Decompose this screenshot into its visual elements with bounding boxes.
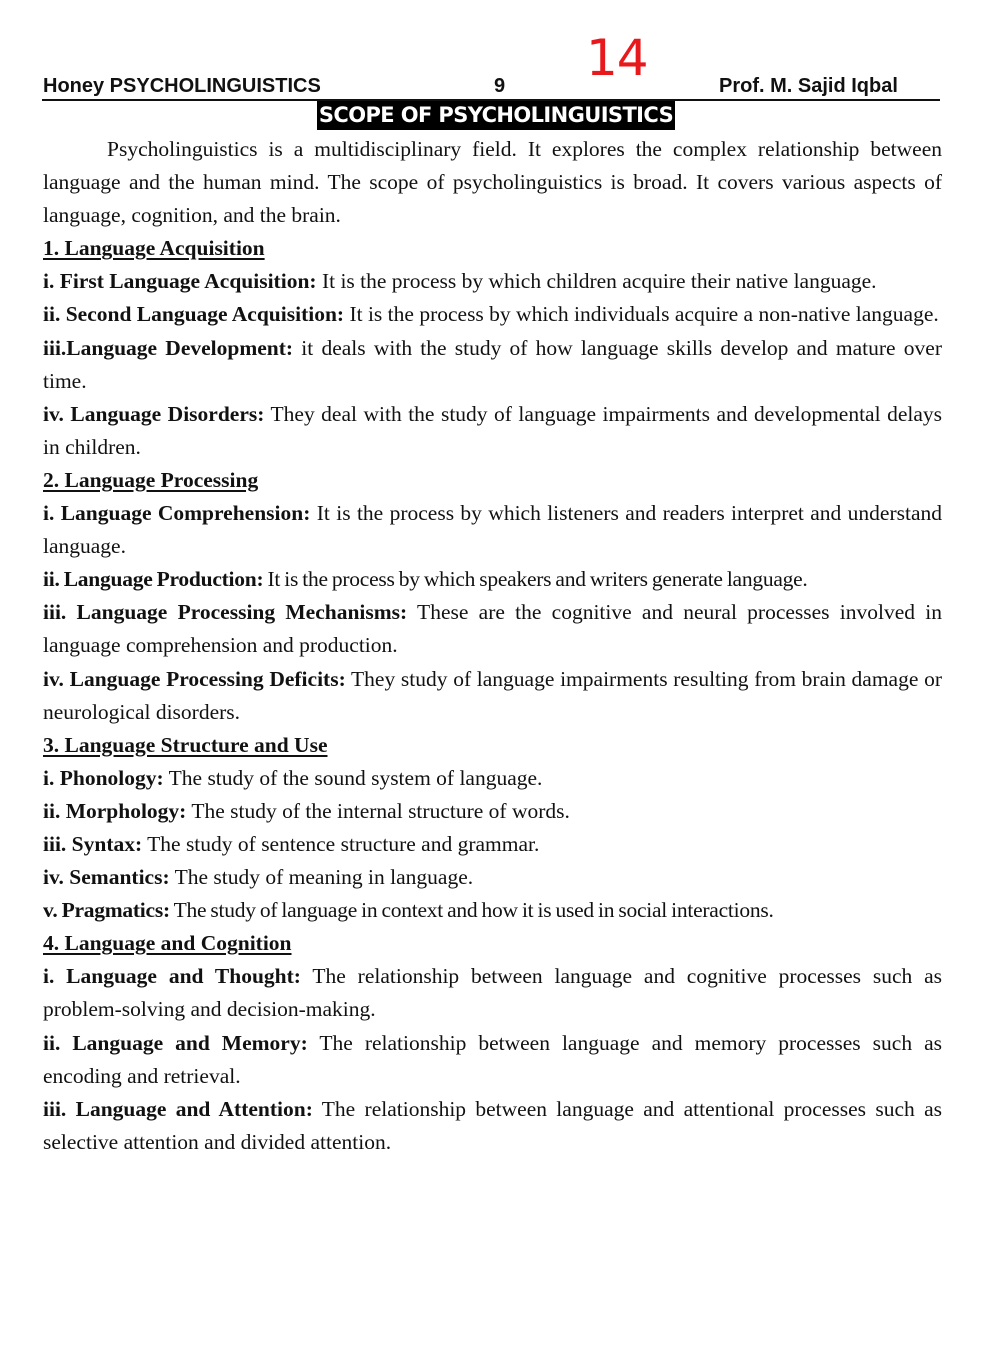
- item-label: iii. Language and Attention:: [43, 1096, 313, 1121]
- list-item: [43, 265, 942, 298]
- section-heading: 3. Language Structure and Use: [43, 732, 328, 757]
- item-text: The study of the internal structure of words.: [186, 798, 570, 823]
- page-title: SCOPE OF PSYCHOLINGUISTICS: [317, 101, 675, 130]
- list-item: [43, 861, 942, 894]
- intro-paragraph: Psycholinguistics is a multidisciplinary field. It explores the complex relationship between language and the human mind. The scope of psycholinguistics is broad. It covers various aspects of language, cognition, and the brain.: [43, 137, 942, 228]
- item-label: i. First Language Acquisition:: [43, 269, 317, 294]
- list-item: [43, 762, 942, 795]
- list-item: [43, 398, 942, 464]
- list-item: [43, 663, 942, 729]
- item-label: ii. Language and Memory:: [43, 1030, 308, 1055]
- item-label: iii.Language Development:: [43, 335, 294, 360]
- item-text: The relationship between language and attentional processes such as selective attention and divided attention.: [43, 1096, 942, 1154]
- list-item: [43, 960, 942, 1026]
- item-text: The study of language in context and how it is used in social interactions.: [169, 898, 774, 923]
- list-item: [43, 1027, 942, 1093]
- item-text: it deals with the study of how language skills develop and mature over time.: [43, 335, 942, 393]
- item-text: It is the process by which individuals acquire a non-native language.: [344, 302, 939, 327]
- section-heading: 2. Language Processing: [43, 467, 259, 492]
- section-heading: 4. Language and Cognition: [43, 931, 292, 956]
- item-label: i. Language and Thought:: [43, 964, 301, 989]
- list-item: [43, 298, 942, 331]
- item-text: It is the process by which children acquire their native language.: [316, 269, 877, 294]
- item-label: ii. Language Production:: [43, 567, 264, 592]
- item-text: They deal with the study of language impairments and developmental delays in children.: [43, 401, 942, 459]
- list-item: [43, 563, 942, 596]
- header-author: Prof. M. Sajid Iqbal: [719, 75, 898, 97]
- item-text: It is the process by which listeners and readers interpret and understand language.: [43, 501, 942, 559]
- item-text: It is the process by which speakers and writers generate language.: [263, 567, 808, 592]
- list-item: [43, 894, 942, 927]
- list-item: [43, 332, 942, 398]
- page-number-stamp: 14: [586, 29, 648, 87]
- item-label: ii. Second Language Acquisition:: [43, 302, 345, 327]
- item-label: i. Phonology:: [43, 765, 164, 790]
- list-item: [43, 795, 942, 828]
- title-container: [0, 101, 992, 130]
- item-text: The study of meaning in language.: [169, 865, 474, 890]
- item-label: ii. Morphology:: [43, 798, 187, 823]
- running-header: [42, 73, 940, 101]
- section-heading: 1. Language Acquisition: [43, 236, 265, 261]
- list-item: [43, 1093, 942, 1159]
- item-text: The study of the sound system of language.: [163, 765, 543, 790]
- list-item: [43, 828, 942, 861]
- item-text: These are the cognitive and neural processes involved in language comprehension and production.: [43, 600, 943, 658]
- item-label: i. Language Comprehension:: [43, 501, 311, 526]
- item-text: They study of language impairments resulting from brain damage or neurological disorders.: [43, 666, 942, 724]
- list-item: [43, 497, 942, 563]
- item-label: iii. Syntax:: [43, 831, 143, 856]
- item-text: The relationship between language and cognitive processes such as problem-solving and decision-making.: [43, 964, 942, 1022]
- header-book-title: Honey PSYCHOLINGUISTICS: [43, 75, 321, 97]
- header-page-number: 9: [494, 75, 506, 97]
- document-body: [43, 133, 942, 1159]
- list-item: [43, 596, 942, 662]
- item-label: v. Pragmatics:: [43, 898, 170, 923]
- item-label: iv. Semantics:: [43, 865, 170, 890]
- item-text: The study of sentence structure and grammar.: [142, 831, 540, 856]
- item-label: iv. Language Processing Deficits:: [43, 666, 346, 691]
- item-label: iv. Language Disorders:: [43, 401, 265, 426]
- item-label: iii. Language Processing Mechanisms:: [43, 600, 408, 625]
- item-text: The relationship between language and memory processes such as encoding and retrieval.: [43, 1030, 942, 1088]
